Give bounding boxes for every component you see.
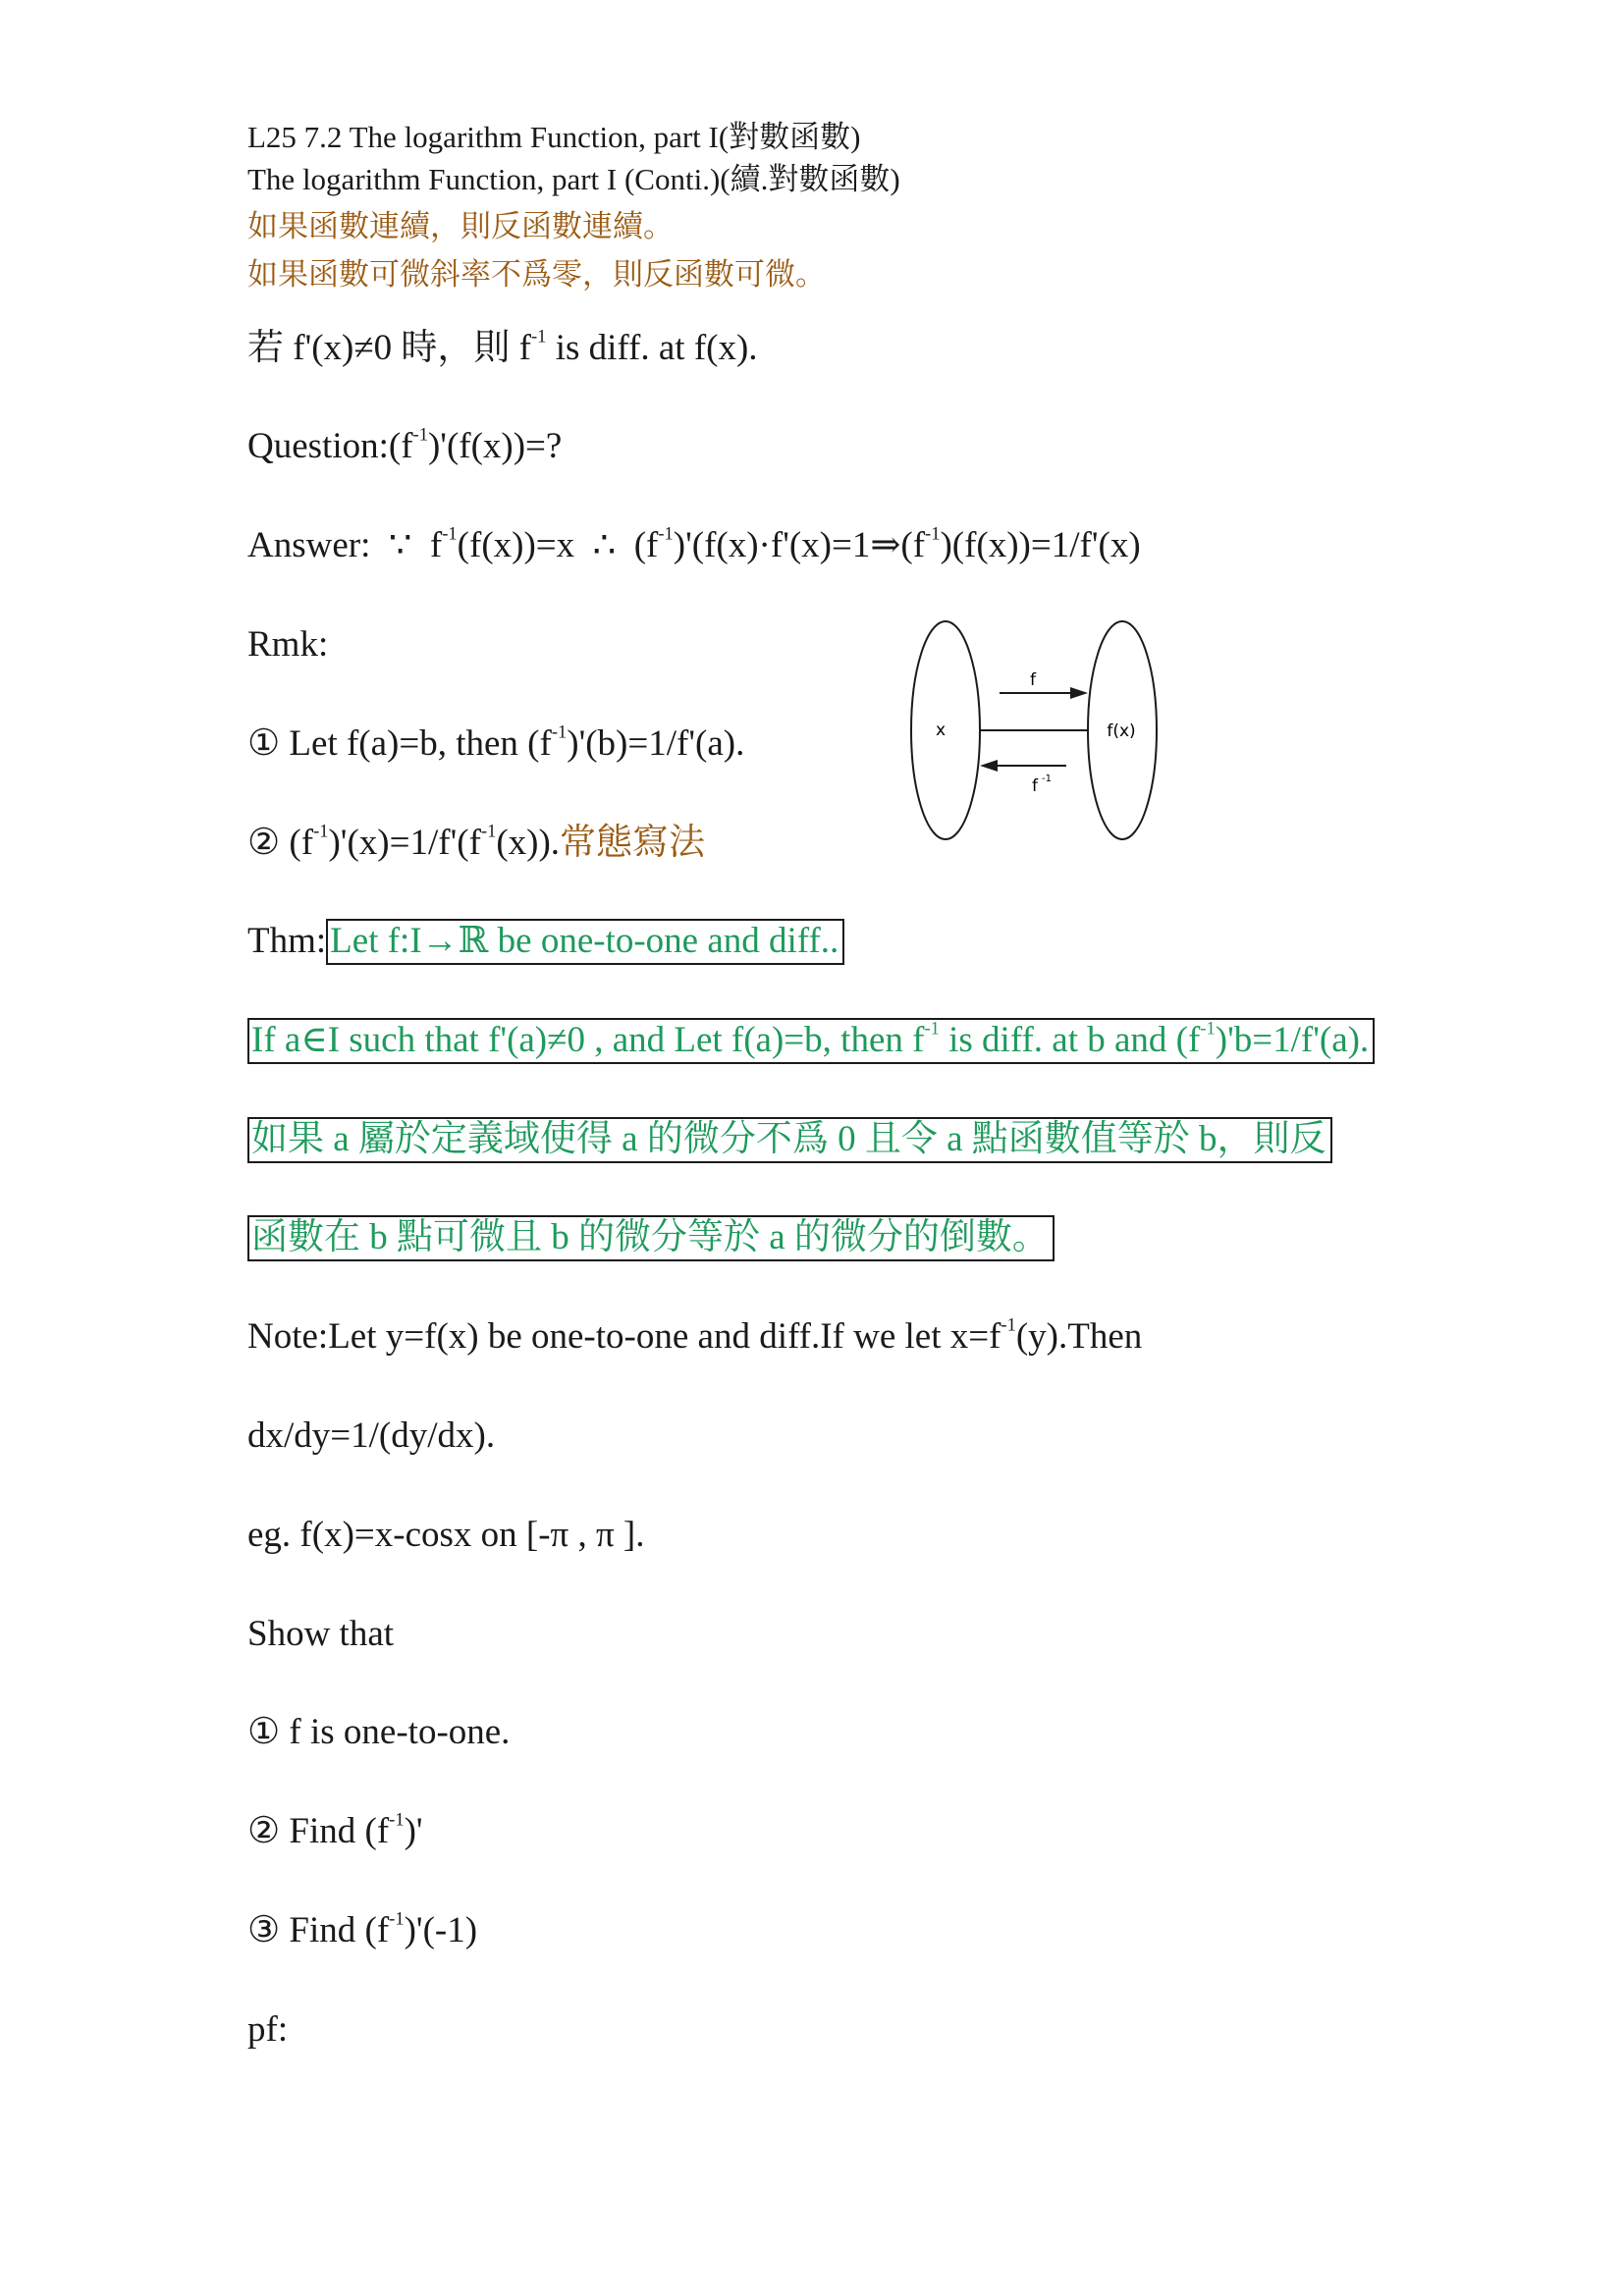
note-differentiability: 如果函數可微斜率不爲零，則反函數可微。 xyxy=(247,257,826,292)
theorem-line-3 xyxy=(247,1119,1332,1161)
proof-label: pf: xyxy=(247,2009,289,2050)
example-show-that: Show that xyxy=(247,1614,395,1654)
theorem-label: Thm: xyxy=(247,921,327,961)
range-label: f(x) xyxy=(1107,721,1136,741)
theorem-line-1 xyxy=(247,921,844,963)
example-item-3: ③ Find $(f^{-1})'(-1)$ xyxy=(247,1909,478,1950)
remark-item-1: ① Let f(a)=b, then $(f^{-1})'(b)=1/f'(a)$. xyxy=(247,722,745,764)
note-continuity: 如果函數連續，則反函數連續。 xyxy=(247,209,674,243)
statement-line: 若 f'(x)≠0 時，則 $f^{-1}$ is diff. at f(x). xyxy=(247,327,758,368)
example-item-2: ② Find $(f^{-1})'$ xyxy=(247,1810,423,1851)
theorem-line-4 xyxy=(247,1217,1055,1259)
theorem-box-3: 如果 a 屬於定義域使得 a 的微分不爲 0 且令 a 點函數值等於 b，則反 xyxy=(247,1117,1332,1163)
inverse-arrow-label: f xyxy=(1032,776,1038,796)
note-line-1: Note:Let y=f(x) be one-to-one and diff.If we let $x=f^{-1}(y).Then$ xyxy=(247,1315,1143,1357)
answer-line: Answer: ∵ $f^{-1}(f(x))=x$ ∴ $(f^{-1})'(f(x)\cdot f'(x)=1\Rightarrow(f^{-1})(f(x))=1/f'(x)$ xyxy=(247,524,1141,565)
forward-arrow-label: f xyxy=(1030,670,1036,690)
remark-label: Rmk: xyxy=(247,624,329,665)
doc-header-line-2: The logarithm Function, part I (Conti.)(續.對數函數) xyxy=(247,162,900,196)
theorem-line-2 xyxy=(247,1020,1375,1062)
inverse-function-diagram xyxy=(901,616,1166,844)
remark-item-2: ② $(f^{-1})'(x)=1/f'(f^{-1}(x))$.常態寫法 xyxy=(247,822,706,863)
domain-label: x xyxy=(935,721,947,740)
theorem-box-4: 函數在 b 點可微且 b 的微分等於 a 的微分的倒數。 xyxy=(247,1215,1055,1261)
remark-item-2-note: 常態寫法 xyxy=(560,823,706,863)
theorem-box-2: If a∈I such that f'(a)≠0 , and Let f(a)=b, then $f^{-1}$ is diff. at b and $(f^{-1})'b=1/f'(a)$. xyxy=(247,1018,1375,1064)
question-line: $Question:(f^{-1})'(f(x))=$? xyxy=(247,425,563,466)
doc-header-line-1: L25 7.2 The logarithm Function, part I(對數函數) xyxy=(247,120,861,154)
example-line: eg. f(x)=x-cosx on [-π , π ]. xyxy=(247,1515,645,1555)
because-symbol: ∵ xyxy=(388,525,412,565)
theorem-box-1: Let f:I→ℝ be one-to-one and diff.. xyxy=(326,919,844,965)
example-item-1: ① f is one-to-one. xyxy=(247,1712,511,1752)
therefore-symbol: ∴ xyxy=(592,525,617,565)
note-line-2: dx/dy=1/(dy/dx). xyxy=(247,1415,496,1456)
inverse-arrow-head xyxy=(980,760,998,772)
forward-arrow-head xyxy=(1070,687,1088,699)
inverse-arrow-label-sup: -1 xyxy=(1042,774,1052,784)
